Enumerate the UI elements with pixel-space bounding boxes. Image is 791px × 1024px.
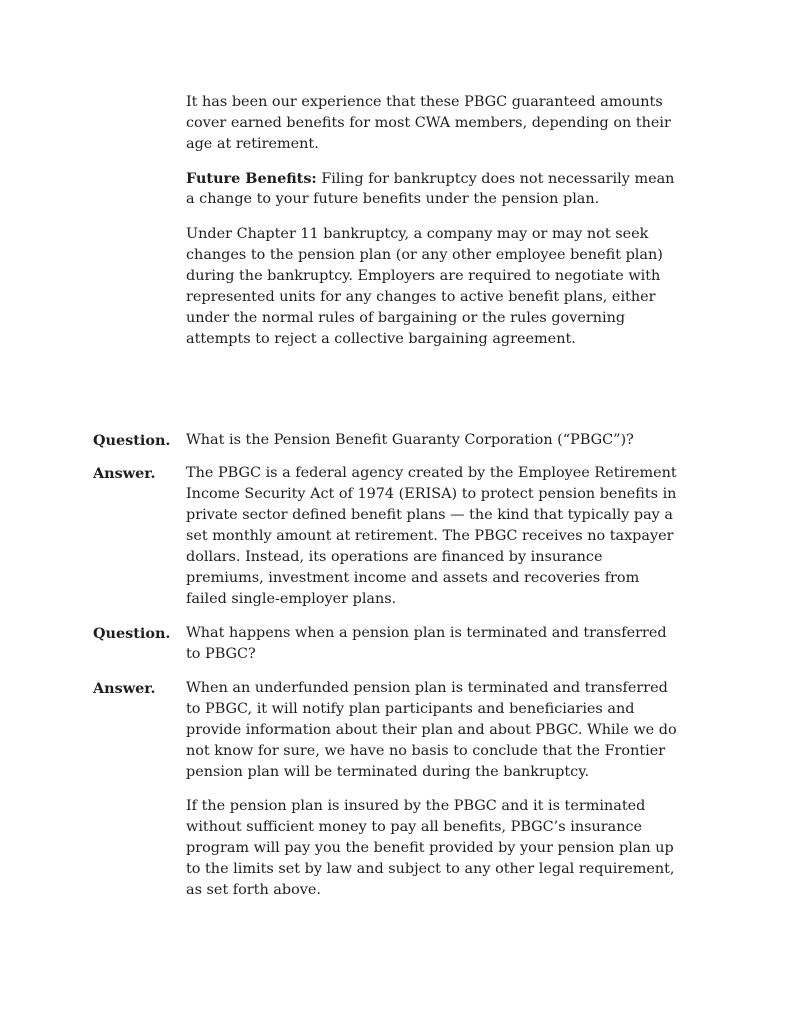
text-line: What is the Pension Benefit Guaranty Corporation (“PBGC”)?: [186, 432, 634, 448]
answer-label: Answer.: [93, 465, 156, 482]
future-benefits-label: Future Benefits:: [186, 170, 317, 187]
text-line: as set forth above.: [186, 882, 321, 898]
text-line: set monthly amount at retirement. The PBGC receives no taxpayer: [186, 528, 674, 544]
text-line: attempts to reject a collective bargaining agreement.: [186, 331, 576, 347]
text-line: represented units for any changes to active benefit plans, either: [186, 289, 656, 305]
text-line: age at retirement.: [186, 136, 319, 152]
text-line: failed single-employer plans.: [186, 591, 397, 607]
text-line: When an underfunded pension plan is terminated and transferred: [186, 680, 668, 696]
answer-text-pbgc: [186, 463, 726, 610]
text-line: private sector defined benefit plans — the kind that typically pay a: [186, 507, 673, 523]
closing-paragraph-insured-plan: [186, 796, 726, 901]
text-line: without sufficient money to pay all benefits, PBGC’s insurance: [186, 819, 643, 835]
text-line: If the pension plan is insured by the PBGC and it is terminated: [186, 798, 646, 814]
question-text-pbgc: [186, 430, 726, 451]
text-line: Under Chapter 11 bankruptcy, a company may or may not seek: [186, 226, 649, 242]
text-line: It has been our experience that these PBGC guaranteed amounts: [186, 94, 663, 110]
text-line: not know for sure, we have no basis to conclude that the Frontier: [186, 743, 666, 759]
answer-text-termination: [186, 678, 726, 783]
question-label: Question.: [93, 625, 171, 642]
text-line: under the normal rules of bargaining or the rules governing: [186, 310, 626, 326]
question-text-termination: [186, 623, 726, 665]
intro-paragraph-guaranteed-amounts: [186, 92, 726, 155]
text-line: to PBGC?: [186, 646, 256, 662]
text-line: a change to your future benefits under the pension plan.: [186, 191, 600, 207]
text-line: during the bankruptcy. Employers are required to negotiate with: [186, 268, 661, 284]
text-line: to the limits set by law and subject to any other legal requirement,: [186, 861, 675, 877]
text-line: [186, 168, 726, 189]
text-line: provide information about their plan and about PBGC. While we do: [186, 722, 677, 738]
text-line: Income Security Act of 1974 (ERISA) to protect pension benefits in: [186, 486, 677, 502]
future-benefits-paragraph: [186, 168, 726, 210]
question-label: Question.: [93, 432, 171, 449]
text-line: What happens when a pension plan is terminated and transferred: [186, 625, 667, 641]
answer-label: Answer.: [93, 680, 156, 697]
future-benefits-text: Filing for bankruptcy does not necessarily mean: [316, 171, 675, 187]
text-line: pension plan will be terminated during the bankruptcy.: [186, 764, 590, 780]
text-line: dollars. Instead, its operations are financed by insurance: [186, 549, 603, 565]
text-line: to PBGC, it will notify plan participants and beneficiaries and: [186, 701, 635, 717]
text-line: changes to the pension plan (or any other employee benefit plan): [186, 247, 663, 263]
chapter-11-paragraph: [186, 224, 726, 350]
text-line: program will pay you the benefit provided by your pension plan up: [186, 840, 674, 856]
text-line: The PBGC is a federal agency created by the Employee Retirement: [186, 465, 677, 481]
text-line: premiums, investment income and assets and recoveries from: [186, 570, 640, 586]
text-line: cover earned benefits for most CWA members, depending on their: [186, 115, 671, 131]
